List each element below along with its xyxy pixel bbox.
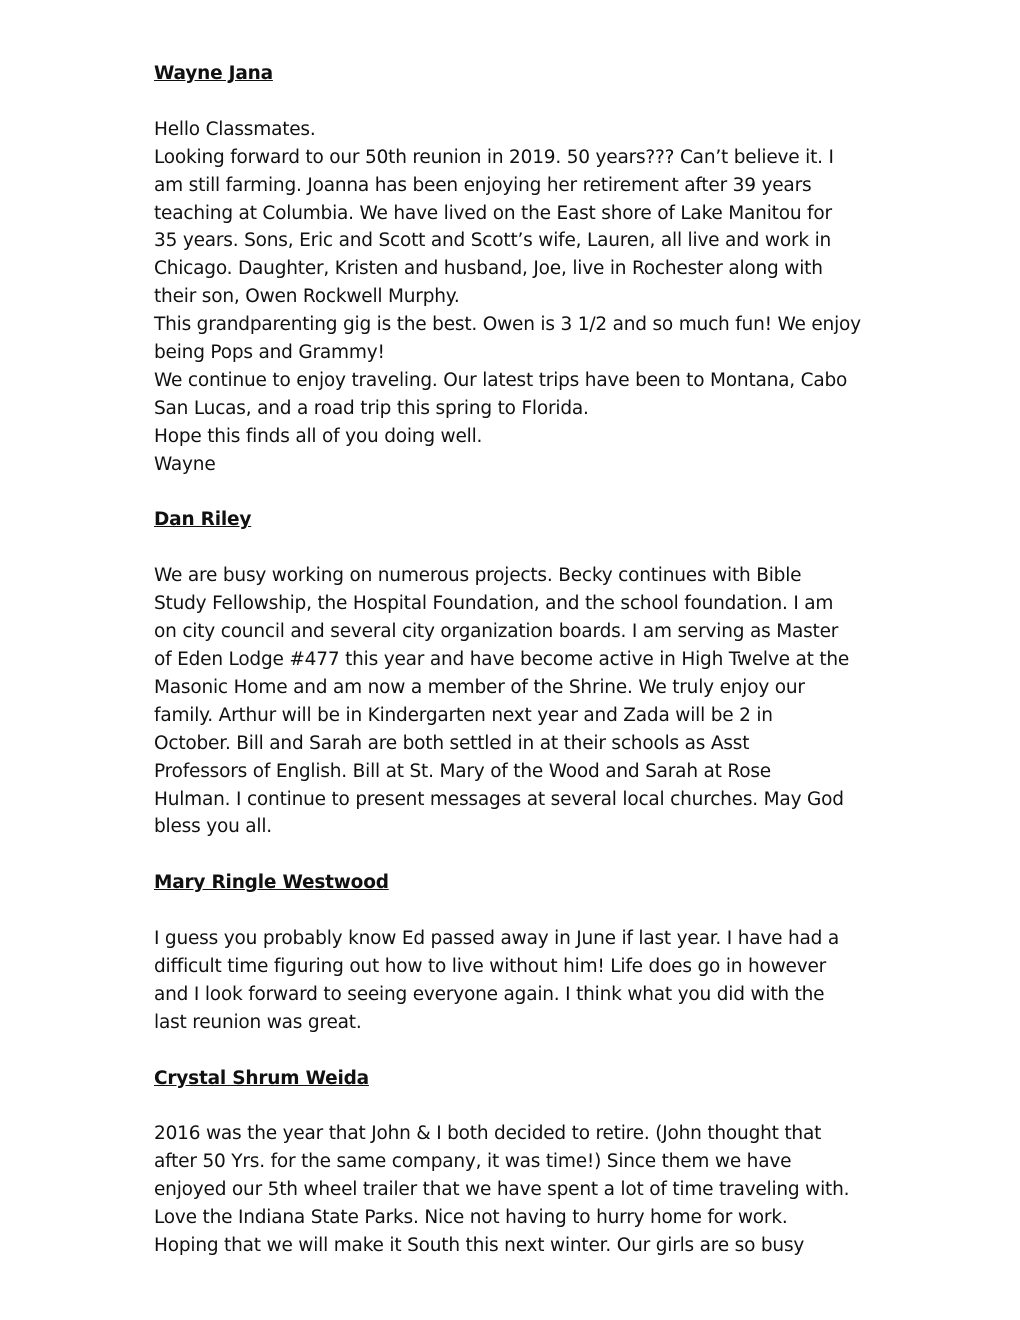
body-line: Hoping that we will make it South this next winter. Our girls are so busy — [154, 1234, 805, 1256]
body-line: Chicago. Daughter, Kristen and husband, Joe, live in Rochester along with — [154, 258, 823, 280]
entry-crystal-shrum-weida — [154, 1065, 894, 1260]
spacer — [154, 897, 894, 925]
body-line: I guess you probably know Ed passed away in June if last year. I have had a — [154, 928, 840, 950]
body-line: Professors of English. Bill at St. Mary of the Wood and Sarah at Rose — [154, 760, 771, 782]
body-line: This grandparenting gig is the best. Owen is 3 1/2 and so much fun! We enjoy — [154, 314, 861, 336]
body-line: We are busy working on numerous projects. Becky continues with Bible — [154, 565, 802, 587]
body-line: Hulman. I continue to present messages at several local churches. May God — [154, 788, 844, 810]
body-line: 2016 was the year that John & I both decided to retire. (John thought that — [154, 1123, 822, 1145]
body-line: Looking forward to our 50th reunion in 2019. 50 years??? Can’t believe it. I — [154, 146, 834, 168]
entry-name: Dan Riley — [154, 509, 252, 531]
body-line: am still farming. Joanna has been enjoying her retirement after 39 years — [154, 174, 812, 196]
body-line: and I look forward to seeing everyone again. I think what you did with the — [154, 983, 825, 1005]
entry-name: Crystal Shrum Weida — [154, 1067, 369, 1089]
body-line: Masonic Home and am now a member of the Shrine. We truly enjoy our — [154, 676, 805, 698]
entry-mary-ringle-westwood — [154, 869, 894, 1036]
spacer — [154, 534, 894, 562]
body-line: on city council and several city organization boards. I am serving as Master — [154, 621, 839, 643]
body-line: teaching at Columbia. We have lived on the East shore of Lake Manitou for — [154, 202, 832, 224]
body-line: after 50 Yrs. for the same company, it was time!) Since them we have — [154, 1151, 792, 1173]
body-line: 35 years. Sons, Eric and Scott and Scott’s wife, Lauren, all live and work in — [154, 230, 832, 252]
body-line: Wayne — [154, 453, 216, 475]
body-line: Hello Classmates. — [154, 118, 316, 140]
entry-wayne-jana — [154, 60, 894, 479]
entry-name: Mary Ringle Westwood — [154, 872, 389, 894]
body-line: Study Fellowship, the Hospital Foundation, and the school foundation. I am — [154, 593, 834, 615]
body-line: enjoyed our 5th wheel trailer that we have spent a lot of time traveling with. — [154, 1179, 850, 1201]
spacer — [154, 479, 894, 507]
body-line: Hope this finds all of you doing well. — [154, 425, 483, 447]
body-line: last reunion was great. — [154, 1011, 362, 1033]
body-line: October. Bill and Sarah are both settled in at their schools as Asst — [154, 732, 750, 754]
body-line: their son, Owen Rockwell Murphy. — [154, 286, 460, 308]
body-line: bless you all. — [154, 816, 272, 838]
body-line: being Pops and Grammy! — [154, 342, 385, 364]
body-line: of Eden Lodge #477 this year and have become active in High Twelve at the — [154, 648, 850, 670]
entry-dan-riley — [154, 506, 894, 841]
spacer — [154, 1037, 894, 1065]
spacer — [154, 1092, 894, 1120]
body-line: We continue to enjoy traveling. Our latest trips have been to Montana, Cabo — [154, 369, 848, 391]
spacer — [154, 88, 894, 116]
body-line: family. Arthur will be in Kindergarten next year and Zada will be 2 in — [154, 704, 773, 726]
spacer — [154, 841, 894, 869]
entry-name: Wayne Jana — [154, 63, 273, 84]
document-body — [154, 60, 894, 1260]
body-line: San Lucas, and a road trip this spring to Florida. — [154, 397, 589, 419]
body-line: difficult time figuring out how to live without him! Life does go in however — [154, 955, 827, 977]
body-line: Love the Indiana State Parks. Nice not having to hurry home for work. — [154, 1207, 788, 1229]
